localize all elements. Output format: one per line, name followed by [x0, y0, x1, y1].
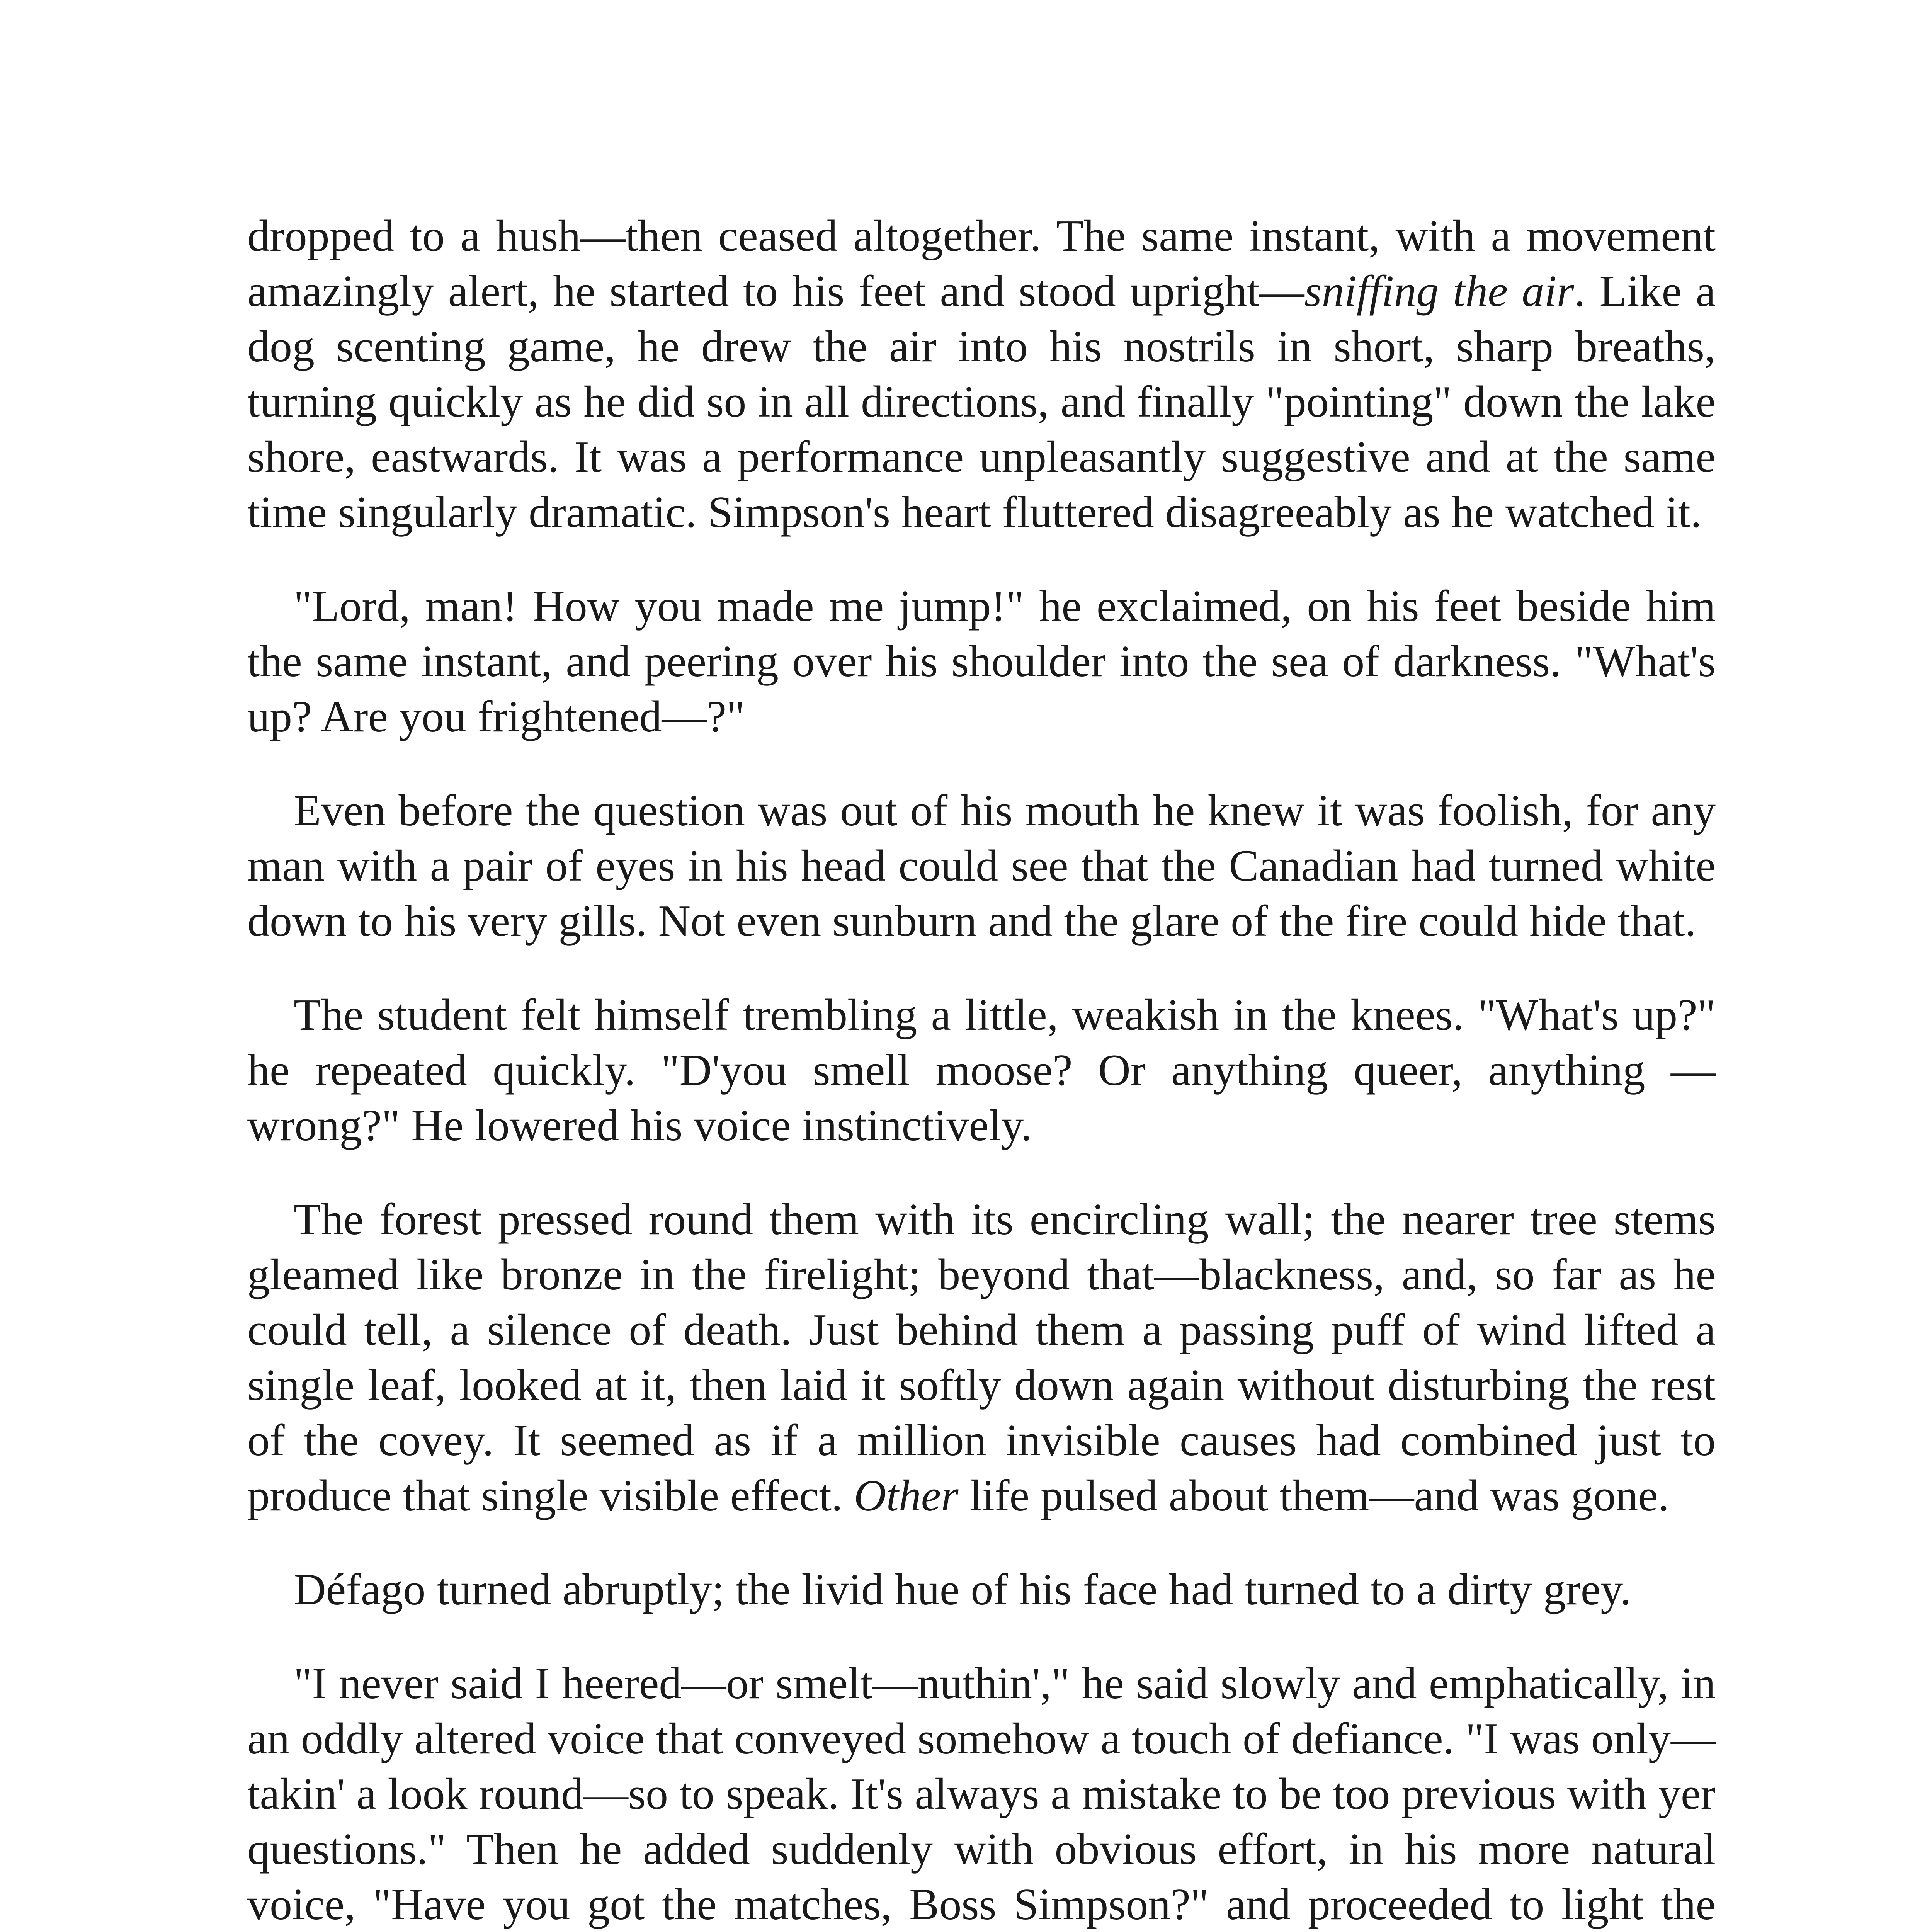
- paragraph-3: [247, 783, 1716, 949]
- paragraph-2: [247, 579, 1716, 745]
- paragraph-4: [247, 988, 1716, 1153]
- paragraph-1-italic-phrase: sniffing the air: [1304, 267, 1574, 316]
- paragraph-1: [247, 209, 1716, 540]
- paragraph-5-segment-1: The forest pressed round them with its encircling wall; the nearer tree stems gleamed like bronze in the firelight; beyond that—blackness, and, so far as he could tell, a silence of death. Just behind them a passing puff of wind lifted a single leaf, looked at it, then laid it softly down again without disturbing the rest of the covey. It seemed as if a million invisible causes had combined just to produce that single visible effect.: [247, 1195, 1716, 1520]
- paragraph-3-segment-1: Even before the question was out of his mouth he knew it was foolish, for any man with a pair of eyes in his head could see that the Canadian had turned white down to his very gills. Not even sunburn and the glare of the fire could hide that.: [247, 786, 1716, 946]
- paragraph-1-segment-3: . Like a dog scenting game, he drew the air into his nostrils in short, sharp breaths, turning quickly as he did so in all directions, and finally "pointing" down the lake shore, eastwards. It was a performance unpleasantly suggestive and at the same time singularly dramatic. Simpson's heart fluttered disagreeably as he watched it.: [247, 267, 1716, 537]
- paragraph-2-segment-1: "Lord, man! How you made me jump!" he exclaimed, on his feet beside him the same instant, and peering over his shoulder into the sea of darkness. "What's up? Are you frightened—?": [247, 582, 1716, 742]
- paragraph-6-segment-1: Défago turned abruptly; the livid hue of his face had turned to a dirty grey.: [294, 1565, 1631, 1614]
- paragraph-4-segment-1: The student felt himself trembling a little, weakish in the knees. "What's up?" he repeated quickly. "D'you smell moose? Or anything queer, anything —wrong?" He lowered his voice instinctively.: [247, 990, 1716, 1150]
- paragraph-5: [247, 1192, 1716, 1524]
- paragraph-7-segment-1: "I never said I heered—or smelt—nuthin'," he said slowly and emphatically, in an oddly altered voice that conveyed somehow a touch of defiance. "I was only—takin' a look round—so to speak. It's always a mistake to be too previous with yer questions." Then he added suddenly with obvious effort, in his more natural voice, "Have you got the matches, Boss Simpson?" and proceeded to light the: [247, 1659, 1716, 1929]
- paragraph-1-segment-1: dropped to a hush—then ceased altogether. The same instant, with a movement amazingly alert, he started to his feet and stood upright—: [247, 211, 1716, 316]
- body-text: [247, 209, 1716, 1932]
- paragraph-5-italic-word: Other: [854, 1471, 959, 1520]
- paragraph-6: [247, 1562, 1716, 1617]
- paragraph-5-segment-3: life pulsed about them—and was gone.: [958, 1471, 1669, 1520]
- paragraph-7: [247, 1656, 1716, 1932]
